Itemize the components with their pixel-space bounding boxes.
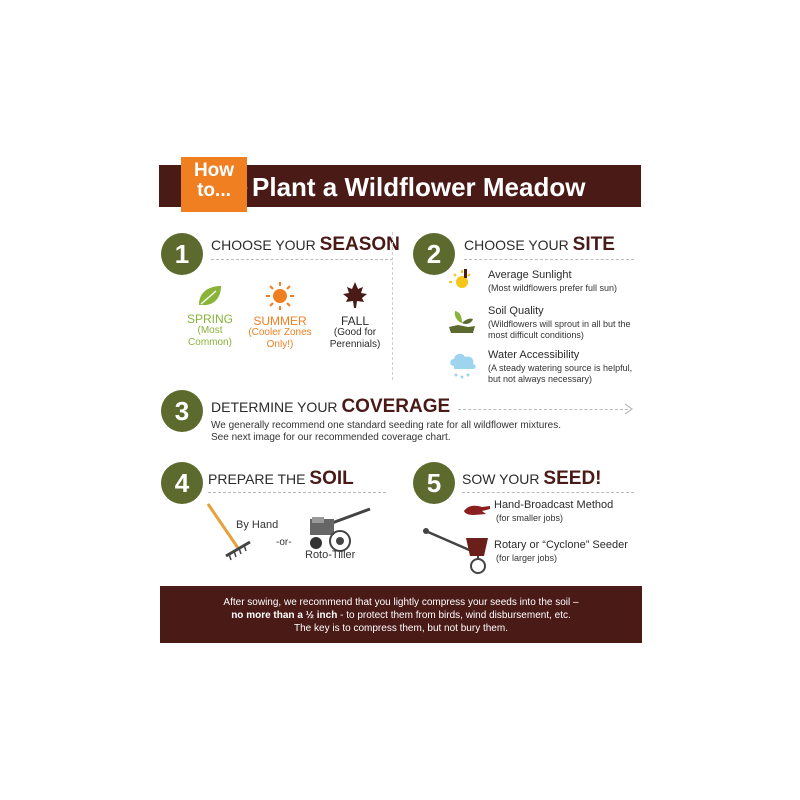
fall-note: (Good for Perennials) (329, 327, 381, 350)
leaf-icon (196, 283, 224, 309)
spring-note: (Most Common) (188, 325, 232, 348)
season-spring (175, 283, 245, 349)
footer-line-2-rest: - to protect them from birds, wind disbursement, etc. (337, 610, 571, 621)
coverage-line-2: See next image for our recommended coverage chart. (211, 432, 451, 443)
step-5-title-bold: SEED! (543, 468, 602, 489)
hand-broadcast-note: (for smaller jobs) (496, 513, 564, 523)
rain-cloud-icon (446, 351, 480, 381)
sun-icon (265, 281, 295, 311)
hand-icon (462, 501, 492, 517)
step-4-title-prefix: PREPARE THE (208, 471, 306, 487)
coverage-line-1: We generally recommend one standard seeding rate for all wildflower mixtures. (211, 420, 561, 431)
step-2-divider (464, 259, 634, 260)
step-3-title-bold: COVERAGE (341, 396, 451, 417)
step-4-title-bold: SOIL (309, 468, 354, 489)
roto-tiller-icon (302, 505, 374, 553)
step-2-number: 2 (413, 233, 455, 275)
step-1-number: 1 (161, 233, 203, 275)
footer-line-3: The key is to compress them, but not bury them. (294, 623, 508, 634)
sunlight-title: Average Sunlight (488, 269, 572, 281)
maple-leaf-icon (341, 281, 369, 311)
step-3-title (211, 396, 450, 418)
season-summer (245, 281, 315, 351)
step-3-title-prefix: DETERMINE YOUR (211, 399, 338, 415)
footer-note (160, 586, 642, 643)
cyclone-seeder-note: (for larger jobs) (496, 553, 558, 563)
cyclone-seeder-icon (422, 526, 492, 576)
arrow-right-icon (624, 403, 634, 415)
roto-tiller-label: Roto-Tiller (305, 549, 356, 561)
season-fall (320, 281, 390, 351)
step-1-title-prefix: CHOOSE YOUR (211, 237, 316, 253)
footer-line-1: After sowing, we recommend that you lightly compress your seeds into the soil – (223, 597, 579, 608)
soil-quality-desc: (Wildflowers will sprout in all but the most difficult conditions) (488, 319, 631, 340)
step-3-arrow-line (458, 409, 628, 410)
step-2-title (464, 234, 615, 256)
or-label: -or- (276, 537, 292, 548)
step-4-number: 4 (161, 462, 203, 504)
by-hand-label: By Hand (236, 519, 279, 531)
step-4-title (208, 468, 354, 490)
step-1-title-bold: SEASON (319, 234, 400, 255)
step-5-title-prefix: SOW YOUR (462, 471, 540, 487)
soil-quality-title: Soil Quality (488, 305, 544, 317)
step-5-divider (462, 492, 634, 493)
spring-label: SPRING (186, 312, 233, 326)
summer-note: (Cooler Zones Only!) (248, 327, 312, 350)
fall-label: FALL (340, 314, 370, 328)
how-to-badge-text: How to... (193, 160, 235, 201)
summer-label: SUMMER (253, 314, 307, 328)
column-divider (392, 232, 393, 380)
step-1-divider (211, 259, 393, 260)
footer-line-2 (160, 609, 642, 622)
step-1-title (211, 234, 400, 256)
sunlight-desc: (Most wildflowers prefer full sun) (488, 283, 618, 293)
step-2-title-prefix: CHOOSE YOUR (464, 237, 569, 253)
step-2-title-bold: SITE (572, 234, 615, 255)
footer-line-2-bold: no more than a ½ inch (231, 610, 338, 621)
hand-broadcast-title: Hand-Broadcast Method (494, 499, 614, 511)
step-4-divider (208, 492, 386, 493)
step-3-number: 3 (161, 390, 203, 432)
step-5-title (462, 468, 602, 490)
sprout-icon (446, 305, 478, 335)
step-5-number: 5 (413, 462, 455, 504)
water-title: Water Accessibility (488, 349, 580, 361)
sunlight-icon (446, 266, 482, 294)
page-title: Plant a Wildflower Meadow (252, 172, 586, 202)
cyclone-seeder-title: Rotary or “Cyclone” Seeder (494, 539, 628, 551)
rake-icon (204, 500, 254, 562)
water-desc: (A steady watering source is helpful, but not always necessary) (488, 363, 633, 384)
